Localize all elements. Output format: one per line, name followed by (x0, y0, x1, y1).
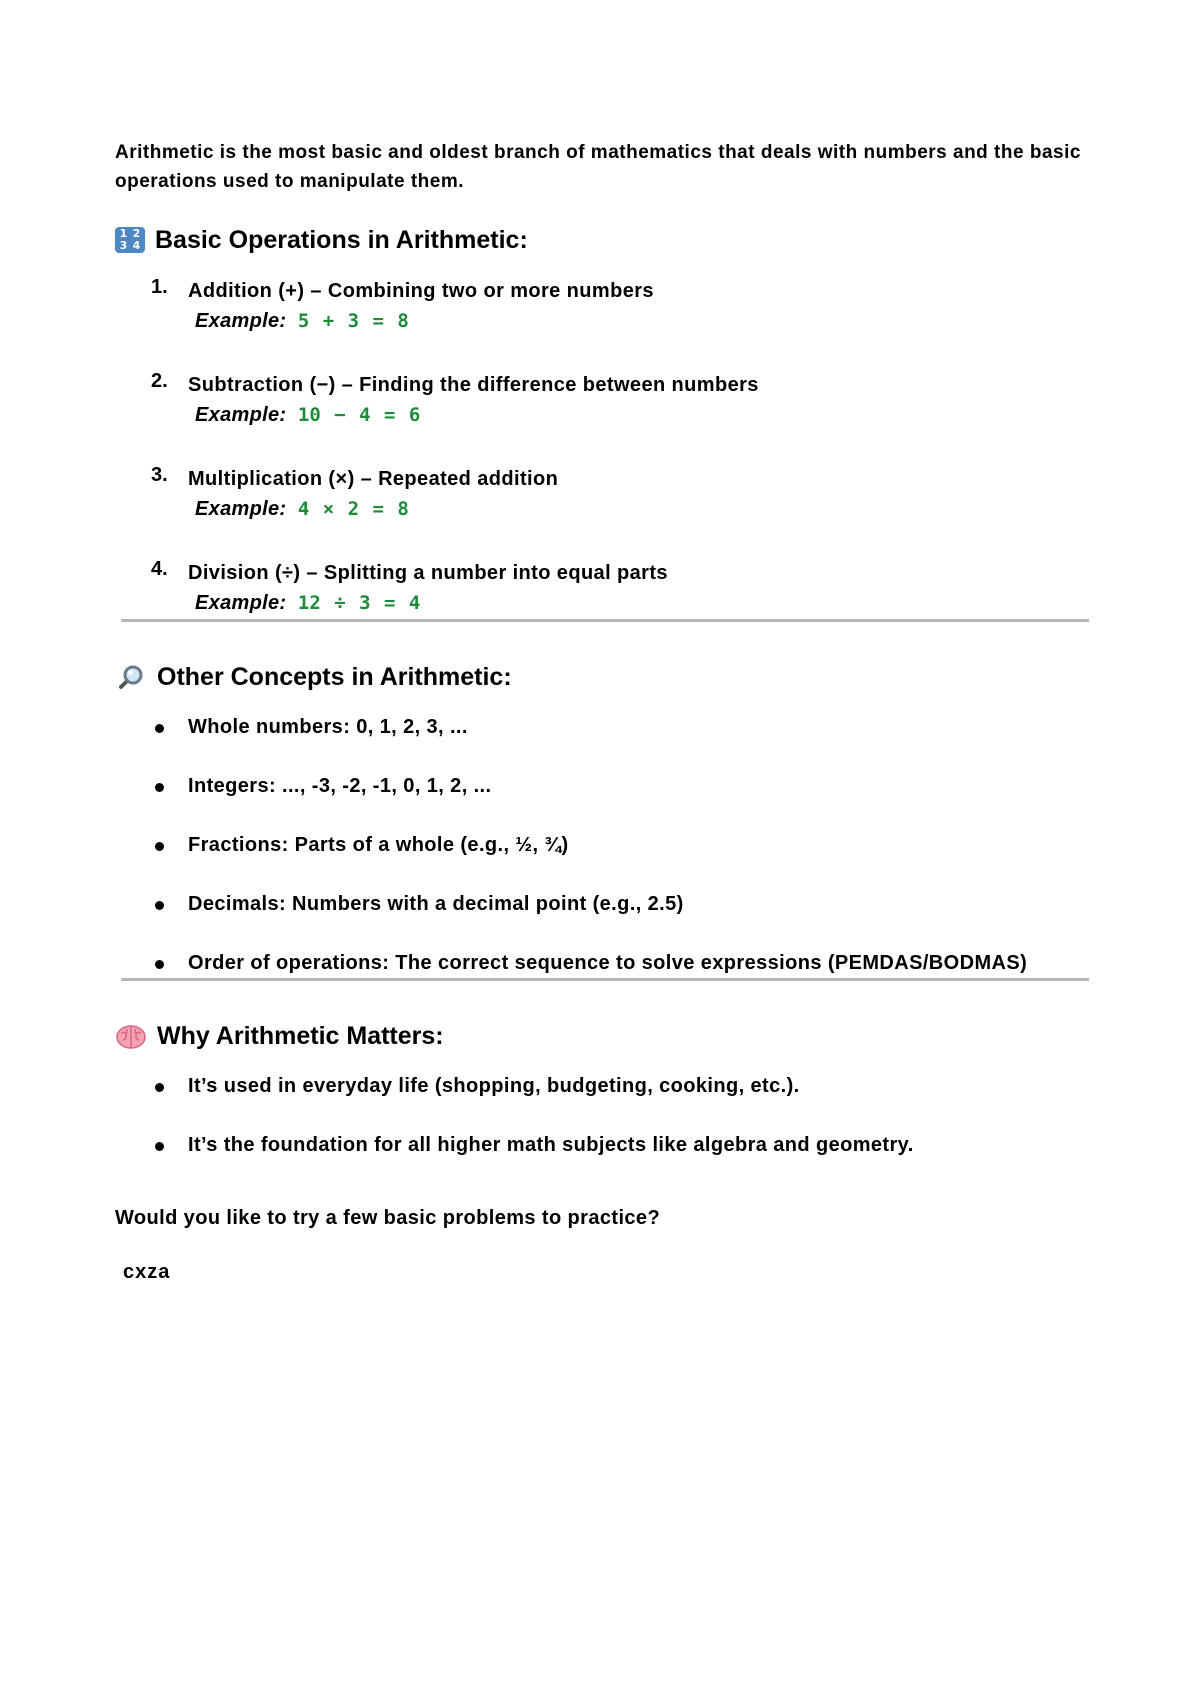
section-heading-why-matters (115, 1019, 1095, 1053)
example-expression: 4 × 2 = 8 (297, 498, 409, 520)
numbers-icon-digit: 4 (132, 239, 141, 252)
list-item: Fractions: Parts of a whole (e.g., ½, ¾) (115, 830, 1095, 860)
example-expression: 5 + 3 = 8 (297, 310, 409, 332)
operation-description: Multiplication (×) – Repeated addition (188, 468, 559, 490)
trailing-text: cxza (123, 1261, 171, 1283)
numbers-icon-digit: 1 (119, 227, 128, 240)
example-label: Example: (195, 310, 287, 332)
list-item (115, 558, 1095, 619)
example-expression: 12 ÷ 3 = 4 (297, 592, 421, 614)
list-number: 3. (151, 464, 168, 486)
list-item: It’s the foundation for all higher math subjects like algebra and geometry. (115, 1130, 1095, 1160)
numbers-icon-digit: 3 (119, 239, 128, 252)
document-page (115, 138, 1095, 1287)
section-heading-basic-operations (115, 223, 1095, 257)
example-line (188, 494, 1095, 525)
concepts-list (115, 712, 1095, 978)
list-item (115, 370, 1095, 431)
operation-description: Division (÷) – Splitting a number into equal parts (188, 562, 668, 584)
list-item: It’s used in everyday life (shopping, budgeting, cooking, etc.). (115, 1071, 1095, 1101)
example-line (188, 588, 1095, 619)
list-item: Order of operations: The correct sequence to solve expressions (PEMDAS/BODMAS) (115, 948, 1095, 978)
section-divider (121, 978, 1089, 981)
magnifying-glass-icon (115, 663, 147, 691)
brain-icon (115, 1022, 147, 1050)
example-label: Example: (195, 498, 287, 520)
operation-description: Subtraction (−) – Finding the difference between numbers (188, 374, 759, 396)
numbers-icon (115, 227, 145, 253)
list-item: Integers: ..., -3, -2, -1, 0, 1, 2, ... (115, 771, 1095, 801)
operations-list (115, 276, 1095, 619)
list-number: 4. (151, 558, 168, 580)
list-item: Whole numbers: 0, 1, 2, 3, ... (115, 712, 1095, 742)
operation-description: Addition (+) – Combining two or more numbers (188, 280, 654, 302)
list-item (115, 464, 1095, 525)
section-heading-text: Basic Operations in Arithmetic: (155, 225, 528, 254)
example-line (188, 306, 1095, 337)
section-heading-other-concepts (115, 660, 1095, 694)
list-item: Decimals: Numbers with a decimal point (e.g., 2.5) (115, 889, 1095, 919)
example-label: Example: (195, 404, 287, 426)
example-line (188, 400, 1095, 431)
list-number: 2. (151, 370, 168, 392)
example-expression: 10 − 4 = 6 (297, 404, 421, 426)
section-heading-text: Other Concepts in Arithmetic: (157, 662, 512, 691)
reasons-list (115, 1071, 1095, 1160)
section-heading-text: Why Arithmetic Matters: (157, 1021, 444, 1050)
section-divider (121, 619, 1089, 622)
numbers-icon-digit: 2 (132, 227, 141, 240)
closing-question: Would you like to try a few basic problems to practice? (115, 1207, 661, 1229)
list-number: 1. (151, 276, 168, 298)
example-label: Example: (195, 592, 287, 614)
intro-paragraph: Arithmetic is the most basic and oldest branch of mathematics that deals with numbers and the basic operations used to manipulate them. (115, 142, 1081, 192)
list-item (115, 276, 1095, 337)
